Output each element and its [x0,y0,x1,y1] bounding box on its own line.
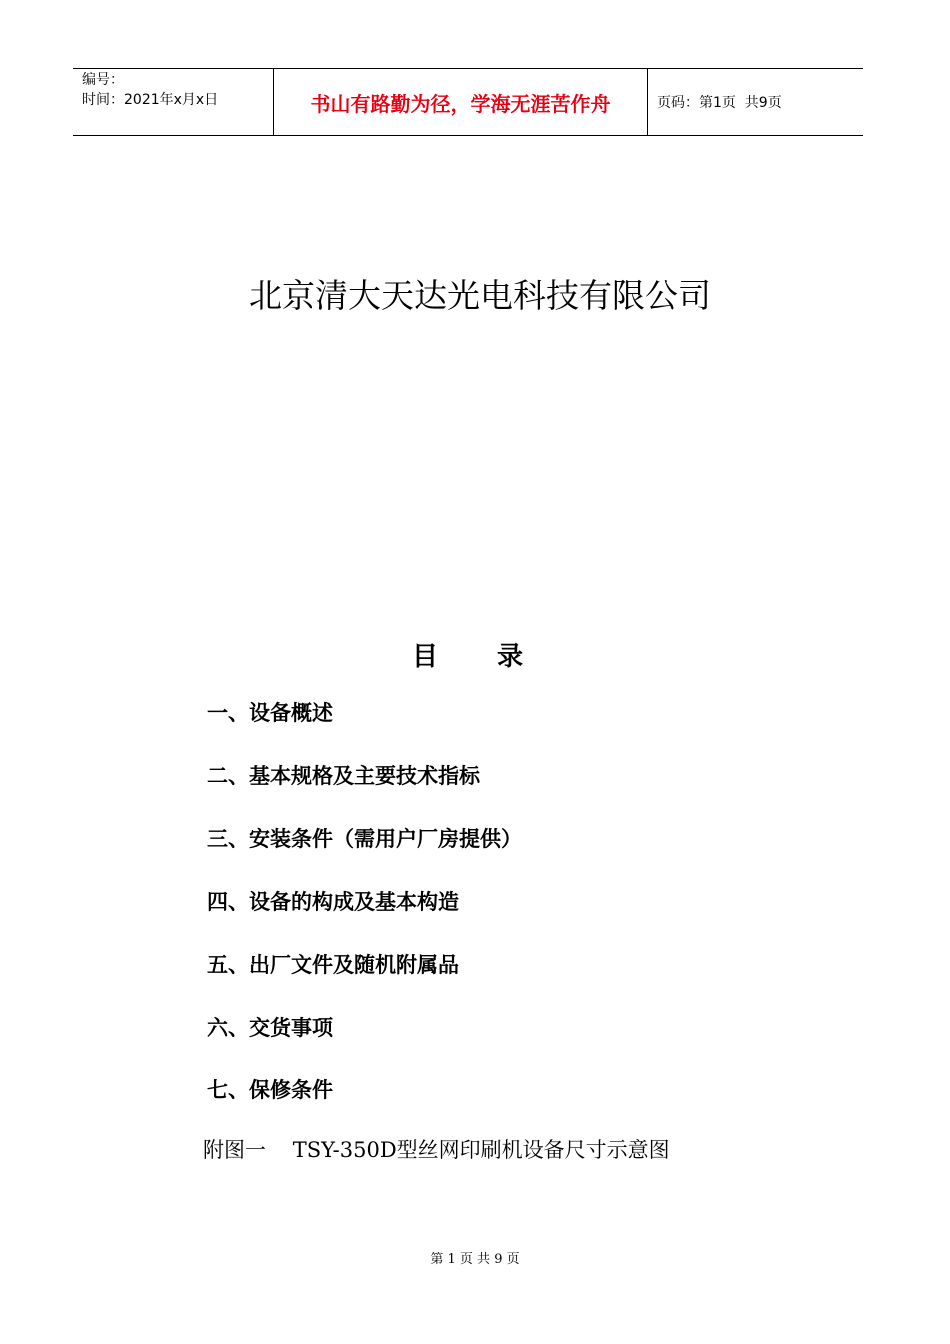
toc-appendix: 附图一 TSY-350D型丝网印刷机设备尺寸示意图 [203,1138,670,1162]
page-footer: 第 1 页 共 9 页 [430,1252,520,1267]
document-number-label: 编号： [82,72,124,88]
toc-item: 一、设备概述 [207,701,333,725]
toc-title-char-2: 录 [497,642,524,672]
toc-item: 七、保修条件 [207,1078,333,1102]
toc-item: 三、安装条件（需用户厂房提供） [207,827,522,851]
toc-title-char-1: 目 [412,642,439,672]
company-name: 北京清大天达光电科技有限公司 [249,276,711,315]
toc-item: 二、基本规格及主要技术指标 [207,764,480,788]
header-meta [73,69,274,135]
page-header [73,68,863,136]
header-page-text: 页码：第1页 共9页 [657,95,782,111]
toc-item: 五、出厂文件及随机附属品 [207,953,459,977]
toc-item: 四、设备的构成及基本构造 [207,890,459,914]
toc-item: 六、交货事项 [207,1016,333,1040]
header-page-info [648,69,863,135]
header-motto: 书山有路勤为径，学海无涯苦作舟 [274,69,648,135]
document-date: 时间：2021年x月x日 [82,92,219,108]
